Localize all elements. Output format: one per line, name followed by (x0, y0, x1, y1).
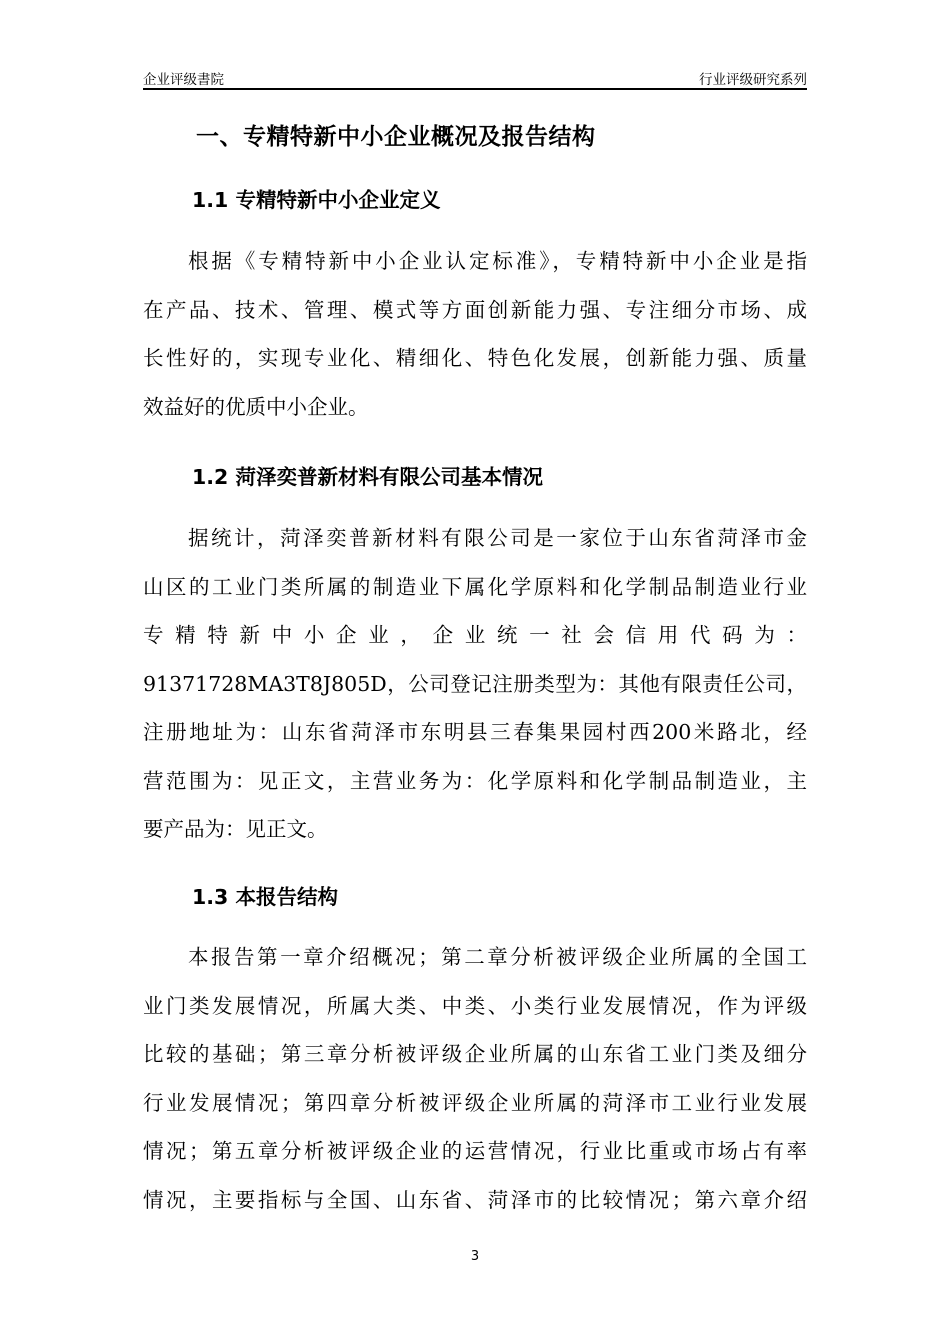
section-1-2-paragraph (143, 514, 807, 854)
paragraph-line: 注册地址为：山东省菏泽市东明县三春集果园村西200米路北，经 (143, 720, 807, 744)
paragraph-line: 情况，主要指标与全国、山东省、菏泽市的比较情况；第六章介绍 (143, 1187, 807, 1212)
page-header (143, 66, 807, 90)
paragraph-line: 效益好的优质中小企业。 (143, 394, 369, 419)
section-1-1-paragraph (143, 237, 807, 431)
paragraph-line: 专精特新中小企业，企业统一社会信用代码为： (143, 623, 807, 647)
page-number: 3 (470, 1249, 480, 1264)
paragraph-line: 营范围为：见正文，主营业务为：化学原料和化学制品制造业，主 (143, 768, 807, 793)
header-right-series: 行业评级研究系列 (699, 72, 807, 88)
paragraph-line: 业门类发展情况，所属大类、中类、小类行业发展情况，作为评级 (143, 993, 807, 1018)
chapter-title: 一、专精特新中小企业概况及报告结构 (196, 124, 596, 150)
header-left-title: 企业评级書院 (143, 72, 224, 88)
paragraph-line: 在产品、技术、管理、模式等方面创新能力强、专注细分市场、成 (143, 297, 807, 322)
paragraph-line: 比较的基础；第三章分析被评级企业所属的山东省工业门类及细分 (143, 1042, 807, 1066)
paragraph-line: 本报告第一章介绍概况；第二章分析被评级企业所属的全国工 (188, 945, 807, 969)
section-heading-1-2: 1.2 菏泽奕普新材料有限公司基本情况 (192, 465, 543, 489)
paragraph-line: 据统计，菏泽奕普新材料有限公司是一家位于山东省菏泽市金 (188, 526, 807, 550)
paragraph-line: 根据《专精特新中小企业认定标准》，专精特新中小企业是指 (188, 249, 807, 273)
section-heading-1-1: 1.1 专精特新中小企业定义 (192, 188, 441, 212)
section-heading-1-3: 1.3 本报告结构 (192, 885, 338, 909)
paragraph-line: 要产品为：见正文。 (143, 817, 328, 841)
paragraph-line: 情况；第五章分析被评级企业的运营情况，行业比重或市场占有率 (143, 1139, 807, 1163)
paragraph-line: 行业发展情况；第四章分析被评级企业所属的菏泽市工业行业发展 (143, 1090, 807, 1115)
paragraph-line: 91371728MA3T8J805D，公司登记注册类型为：其他有限责任公司， (143, 671, 807, 696)
section-1-3-paragraph (143, 933, 807, 1224)
paragraph-line: 山区的工业门类所属的制造业下属化学原料和化学制品制造业行业 (143, 574, 807, 599)
paragraph-line: 长性好的，实现专业化、精细化、特色化发展，创新能力强、质量 (143, 346, 807, 370)
